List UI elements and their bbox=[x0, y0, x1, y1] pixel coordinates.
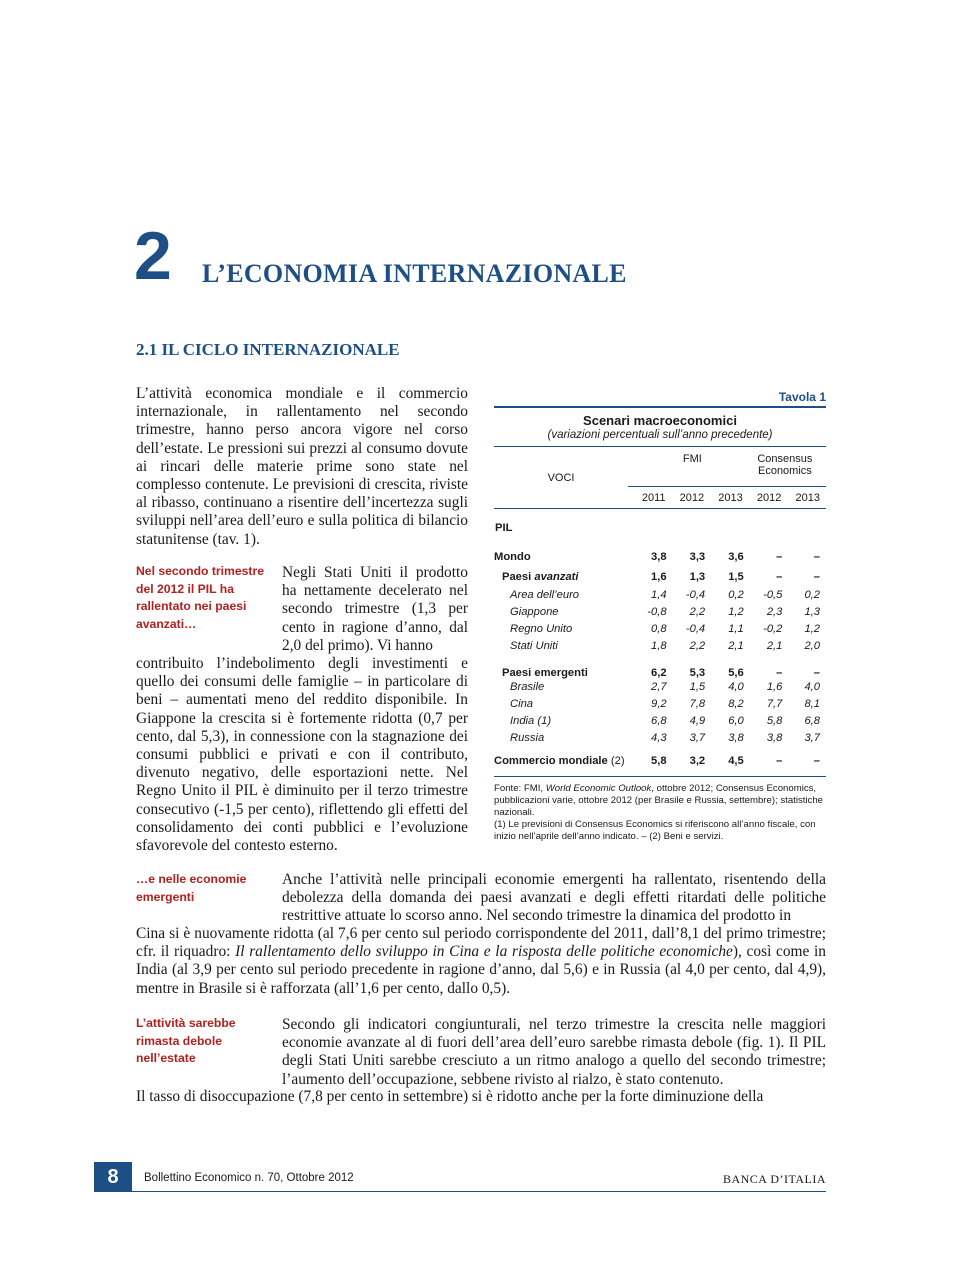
cell: 2,1 bbox=[766, 640, 783, 652]
table-row bbox=[494, 730, 826, 747]
year-header: 2013 bbox=[718, 491, 743, 504]
row-label-suffix: (2) bbox=[607, 755, 625, 768]
row-label: Brasile bbox=[510, 681, 545, 693]
cell: 3,8 bbox=[650, 550, 667, 563]
emerging-text-1: Cina si è nuovamente ridotta (al 7,6 per cento sul periodo corrispondente del 2011, dall’8,1 del primo trimestre; cfr. il riquadro: bbox=[136, 925, 826, 961]
cell: 7,7 bbox=[766, 698, 783, 710]
table-row bbox=[494, 587, 826, 604]
table-source-note bbox=[494, 783, 826, 819]
cell: 1,4 bbox=[650, 589, 667, 601]
emerging-text-2: ), così come in India (al 3,9 per cento sul periodo precedente in ragione d’anno, dal 5,6) e in Russia (al 4,0 per cento, dal 4,9), mentre in Brasile si è rafforzata (all’1,6 per cento, dallo 0,5). bbox=[136, 943, 827, 997]
cell: – bbox=[776, 570, 783, 583]
cell: 1,1 bbox=[728, 623, 744, 635]
row-label: Regno Unito bbox=[510, 623, 573, 635]
section-pil-label: PIL bbox=[495, 521, 513, 534]
table-row bbox=[494, 604, 826, 621]
cell: 1,6 bbox=[650, 570, 667, 583]
cell: 4,0 bbox=[728, 681, 744, 693]
paragraph-emerging-start: Anche l’attività nelle principali economie emergenti ha rallentato, risentendo della debolezza della domanda dei paesi avanzati e degli effetti ritardati delle politiche restrittive attuate lo scorso anno. Nel secondo trimestre la dinamica del prodotto in bbox=[282, 871, 826, 925]
cell: -0,4 bbox=[685, 623, 706, 635]
cell: 8,2 bbox=[728, 698, 744, 710]
row-label: Cina bbox=[510, 698, 534, 710]
cell: – bbox=[813, 570, 820, 583]
cell: 2,0 bbox=[804, 640, 820, 652]
cell: 4,3 bbox=[650, 732, 667, 744]
footer-publication: Bollettino Economico n. 70, Ottobre 2012 bbox=[144, 1172, 354, 1184]
cell: -0,2 bbox=[763, 623, 783, 635]
col-voci: VOCI bbox=[547, 471, 575, 484]
cell: 3,7 bbox=[689, 732, 706, 744]
table-top-rule bbox=[494, 406, 826, 408]
box-reference: Il rallentamento dello sviluppo in Cina e la risposta delle politiche economiche bbox=[235, 943, 733, 961]
paragraph-us-cont: contribuito l’indebolimento degli investimenti e quello dei consumi delle famiglie – in particolare di beni – aumentati meno del reddito disponibile. In Giappone la crescita si è fortemente ridotta (0,7 per cento, dal 5,3), in connessione con la stagnazione dei consumi pubblici e privati e con il contributo, divenuto negativo, delle esportazioni nette. Nel Regno Unito il PIL è diminuito per il terzo trimestre consecutivo (-1,5 per cento), riflettendo gli effetti del consolidamento dei conti pubblici e l’evoluzione sfavorevole del contesto esterno. bbox=[136, 655, 468, 855]
cell: 5,3 bbox=[689, 666, 706, 679]
row-label: India (1) bbox=[510, 715, 552, 727]
table-row bbox=[494, 567, 826, 587]
paragraph-summer-start: Secondo gli indicatori congiunturali, nel terzo trimestre la crescita nelle maggiori economie avanzate al di fuori dell’area dell’euro sarebbe rimasta debole (fig. 1). Il PIL degli Stati Uniti sarebbe cresciuto a un ritmo analogo a quello del secondo trimestre; l’aumento dell’occupazione, sebbene rivisto al rialzo, è stato contenuto. bbox=[282, 1016, 826, 1088]
cell: 0,2 bbox=[804, 589, 820, 601]
sidenote-emerging: …e nelle economie emergenti bbox=[136, 872, 247, 904]
cell: – bbox=[813, 755, 820, 768]
table-subtitle: (variazioni percentuali sull’anno precedente) bbox=[547, 429, 773, 441]
note-text: Fonte: FMI, bbox=[494, 783, 546, 794]
cell: 5,6 bbox=[728, 666, 744, 679]
cell: 1,2 bbox=[728, 606, 744, 618]
cell: -0,8 bbox=[647, 606, 667, 618]
table-row bbox=[494, 713, 826, 730]
cell: 4,9 bbox=[689, 715, 706, 727]
paragraph-intro: L’attività economica mondiale e il commercio internazionale, in rallentamento nel secondo trimestre, hanno perso ancora vigore nel corso dell’estate. Le pressioni sui prezzi al consumo dovute ai rincari delle materie prime sono state nel complesso contenute. Le previsioni di crescita, riviste al ribasso, continuano a risentire dell’incertezza sugli sviluppi nell’area dell’euro e sulla politica di bilancio statunitense (tav. 1). bbox=[136, 385, 468, 548]
table-row bbox=[494, 747, 826, 777]
group-consensus: Consensus Economics bbox=[757, 453, 813, 477]
cell: – bbox=[776, 550, 783, 563]
chapter-number: 2 bbox=[134, 218, 172, 294]
cell: 3,8 bbox=[728, 732, 744, 744]
cell: 7,8 bbox=[689, 698, 706, 710]
paragraph-us-start: Negli Stati Uniti il prodotto ha nettamente decelerato nel secondo trimestre (1,3 per cento in ragione d’anno, dal 2,0 del primo). Vi hanno bbox=[282, 564, 468, 654]
row-label: Giappone bbox=[510, 606, 559, 618]
cell: 3,3 bbox=[689, 550, 706, 563]
table-row bbox=[494, 547, 826, 567]
cell: 3,6 bbox=[728, 550, 744, 563]
cell: -0,4 bbox=[685, 589, 706, 601]
paragraph-emerging-cont bbox=[136, 925, 826, 998]
cell: 5,8 bbox=[766, 715, 783, 727]
table-tavola-1 bbox=[494, 390, 826, 843]
year-header: 2011 bbox=[641, 491, 666, 504]
sidenote-advanced: Nel secondo trimestre del 2012 il PIL ha rallentato nei paesi avanzati… bbox=[136, 564, 265, 631]
page-number: 8 bbox=[94, 1162, 132, 1192]
cell: 3,7 bbox=[804, 732, 820, 744]
row-label bbox=[494, 747, 628, 777]
cell: 2,7 bbox=[650, 681, 667, 693]
cell: 8,1 bbox=[804, 698, 820, 710]
sidenote-summer: L’attività sarebbe rimasta debole nell’estate bbox=[136, 1016, 236, 1066]
year-header: 2012 bbox=[756, 491, 782, 504]
cell: 6,2 bbox=[650, 666, 667, 679]
cell: 3,2 bbox=[689, 755, 706, 768]
cell: – bbox=[813, 666, 820, 679]
table-row bbox=[494, 679, 826, 696]
row-label bbox=[494, 567, 628, 587]
paragraph-summer-cont: Il tasso di disoccupazione (7,8 per cento in settembre) si è ridotto anche per la forte diminuzione della bbox=[136, 1088, 764, 1105]
row-label-text: Commercio mondiale bbox=[494, 755, 608, 768]
chapter-title: L’ECONOMIA INTERNAZIONALE bbox=[202, 259, 627, 288]
note-em: World Economic Outlook bbox=[545, 783, 652, 794]
cell: 1,2 bbox=[804, 623, 820, 635]
row-label: Area dell’euro bbox=[510, 589, 580, 601]
cell: 1,6 bbox=[766, 681, 783, 693]
cell: 4,5 bbox=[728, 755, 744, 768]
year-header: 2013 bbox=[795, 491, 820, 504]
table-row bbox=[494, 638, 826, 655]
section-title: 2.1 IL CICLO INTERNAZIONALE bbox=[136, 340, 400, 359]
cell: 1,3 bbox=[804, 606, 820, 618]
cell: – bbox=[776, 666, 783, 679]
cell: – bbox=[776, 755, 783, 768]
cell: 2,1 bbox=[728, 640, 744, 652]
cell: 2,3 bbox=[766, 606, 783, 618]
table-footnotes: (1) Le previsioni di Consensus Economics si riferiscono all’anno fiscale, con inizio nell’aprile dell’anno indicato. – (2) Beni e servizi. bbox=[494, 819, 816, 842]
cell: -0,5 bbox=[763, 589, 783, 601]
row-label: Paesi emergenti bbox=[502, 666, 588, 679]
group-fmi: FMI bbox=[682, 453, 702, 465]
cell: 1,5 bbox=[689, 681, 706, 693]
row-label: Stati Uniti bbox=[510, 640, 558, 652]
row-label: Mondo bbox=[494, 550, 531, 563]
cell: – bbox=[813, 550, 820, 563]
cell: 3,8 bbox=[766, 732, 783, 744]
cell: 0,2 bbox=[728, 589, 744, 601]
table-row bbox=[494, 655, 826, 679]
cell: 4,0 bbox=[804, 681, 820, 693]
cell: 2,2 bbox=[689, 640, 706, 652]
cell: 9,2 bbox=[650, 698, 667, 710]
cell: 6,0 bbox=[728, 715, 744, 727]
footer-rule bbox=[94, 1191, 826, 1192]
cell: 6,8 bbox=[804, 715, 820, 727]
year-header: 2012 bbox=[679, 491, 705, 504]
row-label-em: avanzati bbox=[534, 570, 579, 583]
table-label: Tavola 1 bbox=[778, 390, 826, 404]
cell: 5,8 bbox=[650, 755, 667, 768]
table-grid bbox=[494, 446, 826, 777]
note-text: , ottobre 2012; Consensus Economics, pubblicazioni varie, ottobre 2012 (per Brasile e Russia, settembre); statistiche nazionali. bbox=[494, 783, 824, 818]
cell: 0,8 bbox=[650, 623, 667, 635]
table-row bbox=[494, 621, 826, 638]
cell: 1,5 bbox=[728, 570, 744, 583]
table-row bbox=[494, 696, 826, 713]
cell: 1,3 bbox=[689, 570, 706, 583]
cell: 6,8 bbox=[650, 715, 667, 727]
cell: 2,2 bbox=[689, 606, 706, 618]
footer-publisher: BANCA D’ITALIA bbox=[722, 1172, 826, 1186]
row-label-text: Paesi bbox=[502, 570, 535, 583]
row-label: Russia bbox=[510, 732, 545, 744]
cell: 1,8 bbox=[650, 640, 667, 652]
table-title: Scenari macroeconomici bbox=[583, 413, 737, 428]
